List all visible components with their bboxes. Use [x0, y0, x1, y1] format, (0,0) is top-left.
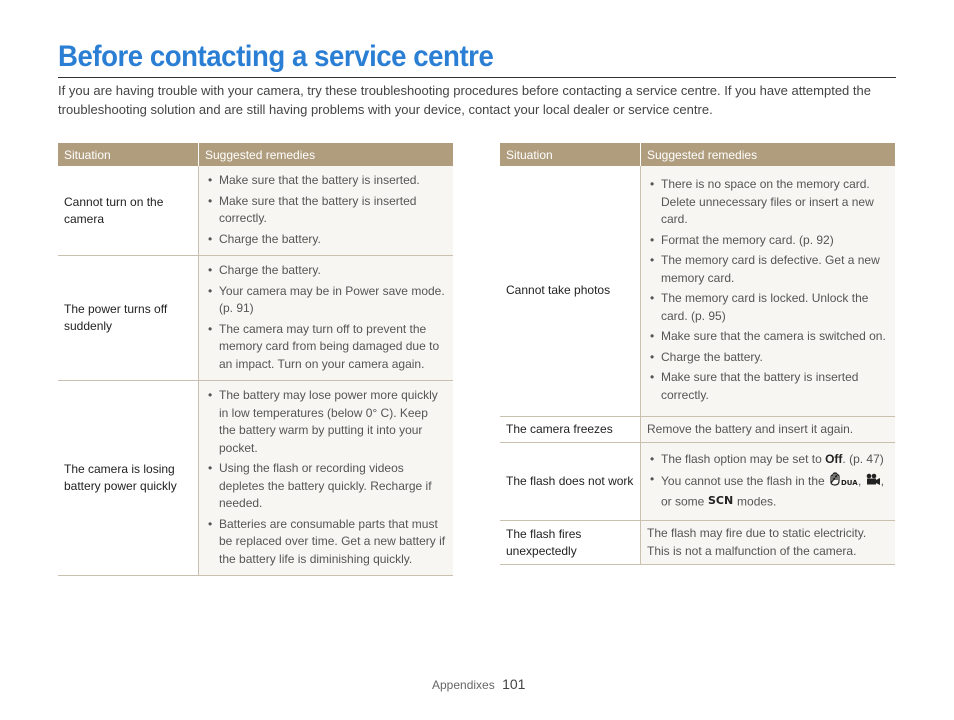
column-header-remedies: Suggested remedies: [641, 143, 896, 166]
remedy-item: • Charge the battery.: [205, 231, 447, 249]
remedy-item: • You cannot use the flash in the DUA , , or some SCN modes.: [647, 471, 889, 511]
page-footer: [432, 676, 525, 692]
remedy-text: The flash option may be set to: [661, 451, 826, 466]
remedy-item: • Charge the battery.: [647, 349, 889, 367]
table-row: [500, 521, 895, 565]
situation-cell: The power turns off suddenly: [58, 256, 199, 381]
remedies-cell: [641, 521, 896, 565]
remedies-cell: [199, 166, 454, 256]
table-row: [58, 381, 453, 576]
table-row: [500, 443, 895, 521]
remedy-item: • Make sure that the camera is switched on.: [647, 328, 889, 346]
remedy-item: • Charge the battery.: [205, 262, 447, 280]
remedy-item: • Your camera may be in Power save mode. (p. 91): [205, 283, 447, 318]
remedy-item: • The memory card is defective. Get a new memory card.: [647, 252, 889, 287]
intro-paragraph: If you are having trouble with your camera, try these troubleshooting procedures before contacting a service centre. If you have attempted the troubleshooting solution and are still having problems with your device, contact your local dealer or service centre.: [58, 83, 871, 117]
page-title: Before contacting a service centre: [58, 40, 494, 73]
remedy-text: The flash may fire due to static electricity. This is not a malfunction of the camera.: [647, 526, 867, 558]
table-row: [500, 166, 895, 416]
dual-is-mode-icon: [828, 471, 858, 493]
column-header-remedies: Suggested remedies: [199, 143, 454, 166]
remedies-cell: [641, 166, 896, 416]
remedy-item: • There is no space on the memory card. Delete unnecessary files or insert a new card.: [647, 176, 889, 229]
remedy-item: • Make sure that the battery is inserted correctly.: [205, 193, 447, 228]
remedy-text: You cannot use the flash in the: [661, 474, 829, 489]
situation-cell: The flash fires unexpectedly: [500, 521, 641, 565]
title-divider: [58, 77, 896, 78]
remedy-item: • Batteries are consumable parts that must be replaced over time. Get a new battery if the battery life is diminishing quickly.: [205, 516, 447, 569]
situation-cell: Cannot turn on the camera: [58, 166, 199, 256]
flash-off-label: Off: [825, 451, 843, 466]
scn-mode-icon: [708, 493, 734, 512]
troubleshooting-table-left: [58, 143, 453, 576]
remedy-item: • The battery may lose power more quickly in low temperatures (below 0° C). Keep the battery warm by putting it into your pocket.: [205, 387, 447, 457]
remedy-text: Remove the battery and insert it again.: [647, 421, 854, 436]
column-header-situation: Situation: [500, 143, 641, 166]
remedy-item: [647, 451, 889, 469]
situation-cell: The camera is losing battery power quickly: [58, 381, 199, 576]
remedy-item: • Using the flash or recording videos depletes the battery quickly. Recharge if needed.: [205, 460, 447, 513]
remedy-text: modes.: [733, 494, 777, 509]
remedy-item: • The camera may turn off to prevent the memory card from being damaged due to an impact. Turn on your camera again.: [205, 321, 447, 374]
remedy-item: • Make sure that the battery is inserted.: [205, 172, 447, 190]
svg-text:SCN: SCN: [707, 493, 733, 506]
remedy-text: . (p. 47): [842, 451, 884, 466]
table-row: [58, 256, 453, 381]
remedies-cell: [199, 256, 454, 381]
remedies-cell: [641, 443, 896, 521]
video-camera-icon: [865, 473, 881, 492]
table-row: [500, 416, 895, 443]
situation-cell: The flash does not work: [500, 443, 641, 521]
remedy-item: • The memory card is locked. Unlock the card. (p. 95): [647, 290, 889, 325]
page-number: 101: [502, 676, 526, 692]
remedies-cell: [199, 381, 454, 576]
footer-section-label: Appendixes: [432, 678, 495, 692]
remedy-item: • Make sure that the battery is inserted correctly.: [647, 369, 889, 404]
situation-cell: The camera freezes: [500, 416, 641, 443]
troubleshooting-table-right: [500, 143, 895, 565]
remedies-cell: [641, 416, 896, 443]
column-header-situation: Situation: [58, 143, 199, 166]
svg-text:DUAL: DUA: [841, 479, 858, 488]
remedy-item: • Format the memory card. (p. 92): [647, 232, 889, 250]
table-row: [58, 166, 453, 256]
remedy-text: , or some: [661, 474, 885, 509]
situation-cell: Cannot take photos: [500, 166, 641, 416]
